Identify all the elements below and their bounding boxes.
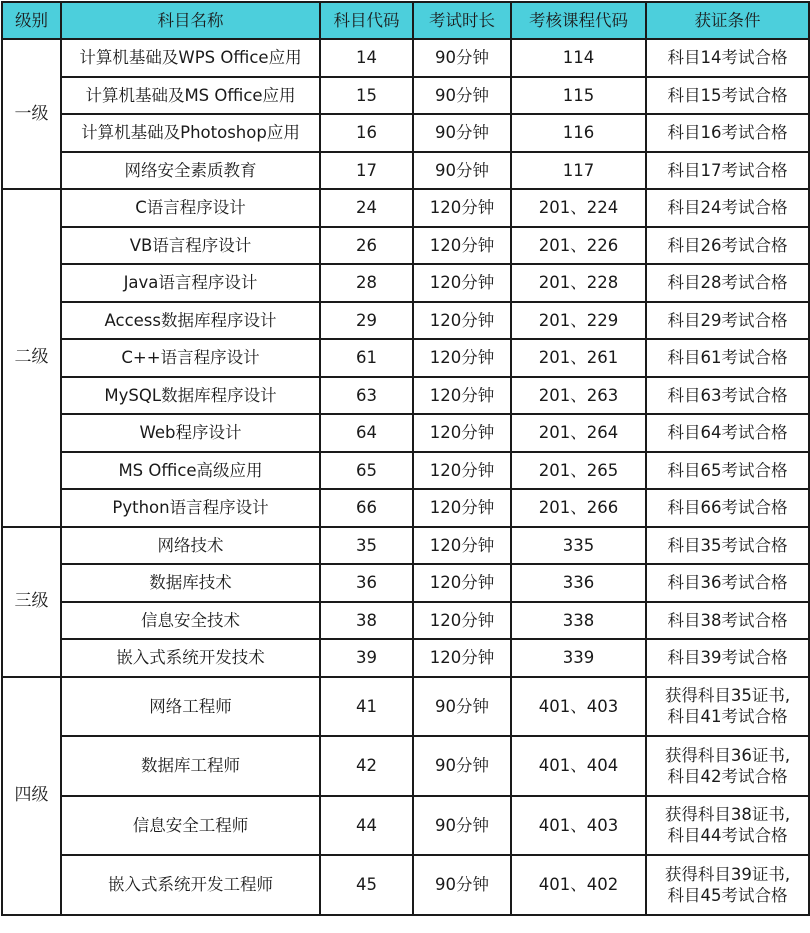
exam-duration-cell: 90分钟 <box>413 736 511 796</box>
certification-condition-cell: 科目14考试合格 <box>646 39 809 77</box>
table-row <box>2 114 809 152</box>
certification-condition-cell: 科目64考试合格 <box>646 414 809 452</box>
table-row <box>2 152 809 190</box>
certification-condition-cell: 科目63考试合格 <box>646 377 809 415</box>
exam-duration-cell: 120分钟 <box>413 339 511 377</box>
condition-line-2: 科目44考试合格 <box>667 826 788 846</box>
subject-name-cell: 计算机基础及Photoshop应用 <box>61 114 320 152</box>
course-codes-cell: 201、261 <box>511 339 646 377</box>
subject-name-cell: 网络安全素质教育 <box>61 152 320 190</box>
subject-code-cell: 44 <box>320 796 413 856</box>
subject-name-cell: 网络工程师 <box>61 677 320 737</box>
subject-name-cell: 数据库工程师 <box>61 736 320 796</box>
subject-code-cell: 66 <box>320 489 413 527</box>
level-cell: 四级 <box>2 677 61 915</box>
subject-code-cell: 36 <box>320 564 413 602</box>
course-codes-cell: 401、403 <box>511 796 646 856</box>
course-codes-cell: 335 <box>511 527 646 565</box>
table-row <box>2 796 809 856</box>
subject-code-cell: 64 <box>320 414 413 452</box>
exam-duration-cell: 90分钟 <box>413 39 511 77</box>
subject-name-cell: C++语言程序设计 <box>61 339 320 377</box>
subject-name-cell: 嵌入式系统开发技术 <box>61 639 320 677</box>
condition-line-2: 科目41考试合格 <box>667 707 788 727</box>
subject-name-cell: MySQL数据库程序设计 <box>61 377 320 415</box>
condition-line-1: 获得科目36证书, <box>664 745 791 765</box>
header-subject-name: 科目名称 <box>61 2 320 39</box>
subject-code-cell: 26 <box>320 227 413 265</box>
exam-duration-cell: 120分钟 <box>413 414 511 452</box>
subject-name-cell: Web程序设计 <box>61 414 320 452</box>
table-row <box>2 489 809 527</box>
certification-condition-cell: 科目17考试合格 <box>646 152 809 190</box>
exam-duration-cell: 90分钟 <box>413 677 511 737</box>
course-codes-cell: 401、404 <box>511 736 646 796</box>
course-codes-cell: 201、264 <box>511 414 646 452</box>
course-codes-cell: 114 <box>511 39 646 77</box>
subject-name-cell: 嵌入式系统开发工程师 <box>61 855 320 915</box>
certification-condition-cell <box>646 677 809 737</box>
table-row <box>2 564 809 602</box>
exam-duration-cell: 120分钟 <box>413 227 511 265</box>
header-course-codes: 考核课程代码 <box>511 2 646 39</box>
exam-duration-cell: 120分钟 <box>413 527 511 565</box>
table-row <box>2 677 809 737</box>
certification-condition-cell <box>646 796 809 856</box>
header-row <box>2 2 809 39</box>
course-codes-cell: 201、263 <box>511 377 646 415</box>
certification-condition-cell: 科目16考试合格 <box>646 114 809 152</box>
table-row <box>2 227 809 265</box>
subject-code-cell: 16 <box>320 114 413 152</box>
certification-condition-cell: 科目66考试合格 <box>646 489 809 527</box>
course-codes-cell: 201、228 <box>511 264 646 302</box>
level-cell: 二级 <box>2 189 61 527</box>
subject-code-cell: 38 <box>320 602 413 640</box>
certification-condition-cell: 科目38考试合格 <box>646 602 809 640</box>
subject-name-cell: Java语言程序设计 <box>61 264 320 302</box>
course-codes-cell: 401、403 <box>511 677 646 737</box>
subject-name-cell: 网络技术 <box>61 527 320 565</box>
table-row <box>2 602 809 640</box>
condition-line-2: 科目45考试合格 <box>667 885 788 905</box>
subject-name-cell: MS Office高级应用 <box>61 452 320 490</box>
course-codes-cell: 201、224 <box>511 189 646 227</box>
certification-condition-cell: 科目61考试合格 <box>646 339 809 377</box>
subject-code-cell: 14 <box>320 39 413 77</box>
exam-duration-cell: 120分钟 <box>413 377 511 415</box>
course-codes-cell: 117 <box>511 152 646 190</box>
exam-duration-cell: 90分钟 <box>413 152 511 190</box>
exam-duration-cell: 90分钟 <box>413 855 511 915</box>
subject-code-cell: 28 <box>320 264 413 302</box>
exam-duration-cell: 90分钟 <box>413 114 511 152</box>
certification-condition-cell: 科目29考试合格 <box>646 302 809 340</box>
header-exam-duration: 考试时长 <box>413 2 511 39</box>
table-row <box>2 39 809 77</box>
subject-name-cell: Access数据库程序设计 <box>61 302 320 340</box>
subject-code-cell: 61 <box>320 339 413 377</box>
exam-duration-cell: 120分钟 <box>413 489 511 527</box>
exam-duration-cell: 120分钟 <box>413 639 511 677</box>
subject-code-cell: 42 <box>320 736 413 796</box>
exam-duration-cell: 120分钟 <box>413 564 511 602</box>
subject-name-cell: C语言程序设计 <box>61 189 320 227</box>
level-cell: 三级 <box>2 527 61 677</box>
subject-code-cell: 29 <box>320 302 413 340</box>
exam-duration-cell: 120分钟 <box>413 264 511 302</box>
certification-condition-cell <box>646 855 809 915</box>
course-codes-cell: 201、266 <box>511 489 646 527</box>
exam-duration-cell: 120分钟 <box>413 302 511 340</box>
condition-line-1: 获得科目35证书, <box>664 686 791 706</box>
table-row <box>2 302 809 340</box>
table-row <box>2 414 809 452</box>
subject-code-cell: 35 <box>320 527 413 565</box>
subject-code-cell: 17 <box>320 152 413 190</box>
subject-code-cell: 39 <box>320 639 413 677</box>
subject-code-cell: 65 <box>320 452 413 490</box>
certification-condition-cell: 科目35考试合格 <box>646 527 809 565</box>
condition-line-2: 科目42考试合格 <box>667 766 788 786</box>
table-row <box>2 339 809 377</box>
subject-code-cell: 41 <box>320 677 413 737</box>
course-codes-cell: 401、402 <box>511 855 646 915</box>
table-row <box>2 377 809 415</box>
certification-condition-cell: 科目26考试合格 <box>646 227 809 265</box>
certification-condition-cell: 科目36考试合格 <box>646 564 809 602</box>
header-subject-code: 科目代码 <box>320 2 413 39</box>
course-codes-cell: 201、226 <box>511 227 646 265</box>
course-codes-cell: 201、265 <box>511 452 646 490</box>
course-codes-cell: 339 <box>511 639 646 677</box>
subject-name-cell: 数据库技术 <box>61 564 320 602</box>
exam-duration-cell: 90分钟 <box>413 796 511 856</box>
course-codes-cell: 116 <box>511 114 646 152</box>
exam-duration-cell: 90分钟 <box>413 77 511 115</box>
subject-name-cell: 计算机基础及WPS Office应用 <box>61 39 320 77</box>
subject-name-cell: 信息安全工程师 <box>61 796 320 856</box>
subject-name-cell: VB语言程序设计 <box>61 227 320 265</box>
table-row <box>2 77 809 115</box>
subject-code-cell: 24 <box>320 189 413 227</box>
subject-code-cell: 63 <box>320 377 413 415</box>
condition-line-1: 获得科目38证书, <box>664 805 791 825</box>
certification-condition-cell: 科目28考试合格 <box>646 264 809 302</box>
condition-line-1: 获得科目39证书, <box>664 864 791 884</box>
level-cell: 一级 <box>2 39 61 189</box>
certification-condition-cell: 科目15考试合格 <box>646 77 809 115</box>
header-certification-condition: 获证条件 <box>646 2 809 39</box>
subject-code-cell: 45 <box>320 855 413 915</box>
certification-condition-cell: 科目65考试合格 <box>646 452 809 490</box>
course-codes-cell: 115 <box>511 77 646 115</box>
course-codes-cell: 338 <box>511 602 646 640</box>
course-codes-cell: 201、229 <box>511 302 646 340</box>
table-row <box>2 527 809 565</box>
table-row <box>2 639 809 677</box>
subject-name-cell: Python语言程序设计 <box>61 489 320 527</box>
table-row <box>2 736 809 796</box>
certification-condition-cell <box>646 736 809 796</box>
exam-duration-cell: 120分钟 <box>413 452 511 490</box>
table-row <box>2 264 809 302</box>
subject-code-cell: 15 <box>320 77 413 115</box>
header-level: 级别 <box>2 2 61 39</box>
certification-condition-cell: 科目39考试合格 <box>646 639 809 677</box>
exam-duration-cell: 120分钟 <box>413 189 511 227</box>
certification-condition-cell: 科目24考试合格 <box>646 189 809 227</box>
exam-duration-cell: 120分钟 <box>413 602 511 640</box>
table-row <box>2 452 809 490</box>
table-row <box>2 855 809 915</box>
subject-name-cell: 信息安全技术 <box>61 602 320 640</box>
course-codes-cell: 336 <box>511 564 646 602</box>
exam-subjects-table <box>1 1 810 916</box>
table-row <box>2 189 809 227</box>
subject-name-cell: 计算机基础及MS Office应用 <box>61 77 320 115</box>
